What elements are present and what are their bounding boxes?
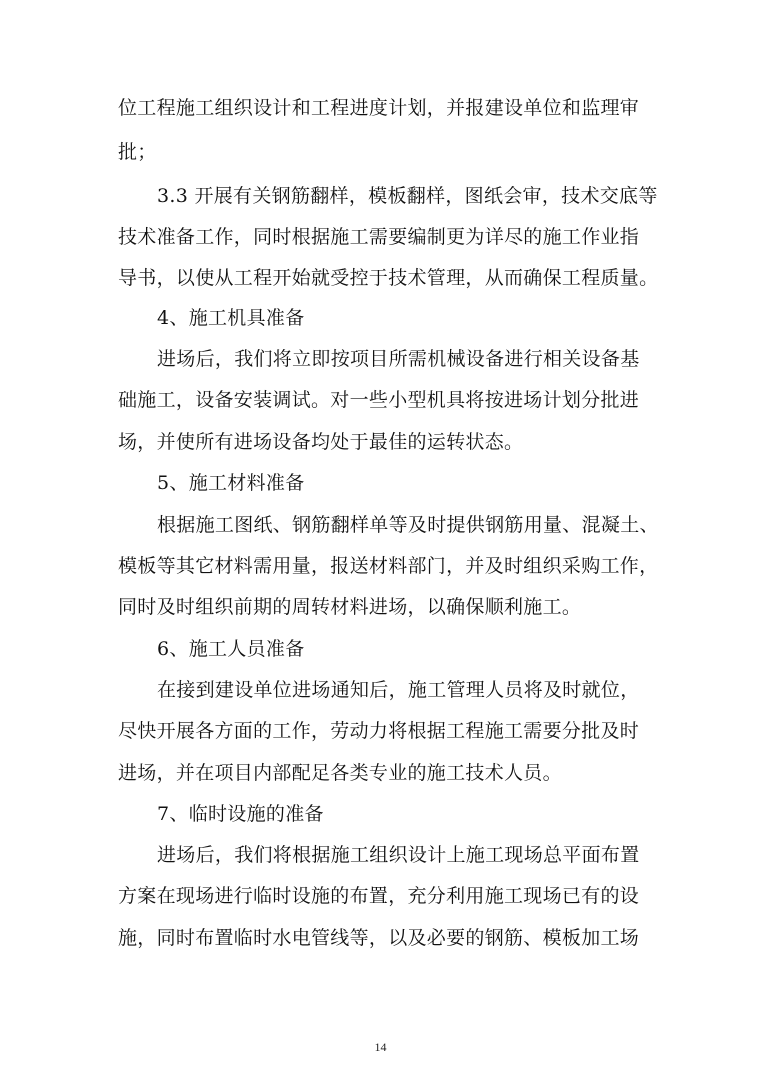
section-heading: 4、施工机具准备 [157, 307, 305, 329]
body-text-line: 场，并使所有进场设备均处于最佳的运转状态。 [118, 431, 524, 453]
body-text-line: 尽快开展各方面的工作，劳动力将根据工程施工需要分批及时 [118, 720, 640, 742]
body-text-line: 进场后，我们将根据施工组织设计上施工现场总平面布置 [157, 844, 640, 866]
page-number: 14 [374, 1040, 387, 1054]
section-heading: 5、施工材料准备 [157, 472, 305, 494]
body-text-line: 础施工，设备安装调试。对一些小型机具将按进场计划分批进 [118, 389, 640, 411]
body-text-line: 方案在现场进行临时设施的布置，充分利用施工现场已有的设 [118, 885, 640, 907]
body-text-line: 模板等其它材料需用量，报送材料部门，并及时组织采购工作， [118, 555, 659, 577]
body-text-line: 3.3 开展有关钢筋翻样，模板翻样，图纸会审，技术交底等 [157, 185, 658, 207]
body-text-line: 批； [118, 141, 157, 163]
body-text-line: 同时及时组织前期的周转材料进场，以确保顺利施工。 [118, 596, 582, 618]
body-text-line: 施，同时布置临时水电管线等，以及必要的钢筋、模板加工场 [118, 927, 640, 949]
body-text-line: 进场后，我们将立即按项目所需机械设备进行相关设备基 [157, 348, 640, 370]
body-text-line: 导书，以使从工程开始就受控于技术管理，从而确保工程质量。 [118, 267, 659, 289]
section-heading: 6、施工人员准备 [157, 638, 305, 660]
body-text-line: 位工程施工组织设计和工程进度计划，并报建设单位和监理审 [118, 97, 640, 119]
body-text-line: 技术准备工作，同时根据施工需要编制更为详尽的施工作业指 [118, 226, 640, 248]
section-heading: 7、临时设施的准备 [157, 803, 324, 825]
body-text-line: 在接到建设单位进场通知后，施工管理人员将及时就位， [157, 679, 640, 701]
body-text-line: 根据施工图纸、钢筋翻样单等及时提供钢筋用量、混凝土、 [157, 514, 659, 536]
body-text-line: 进场，并在项目内部配足各类专业的施工技术人员。 [118, 762, 562, 784]
